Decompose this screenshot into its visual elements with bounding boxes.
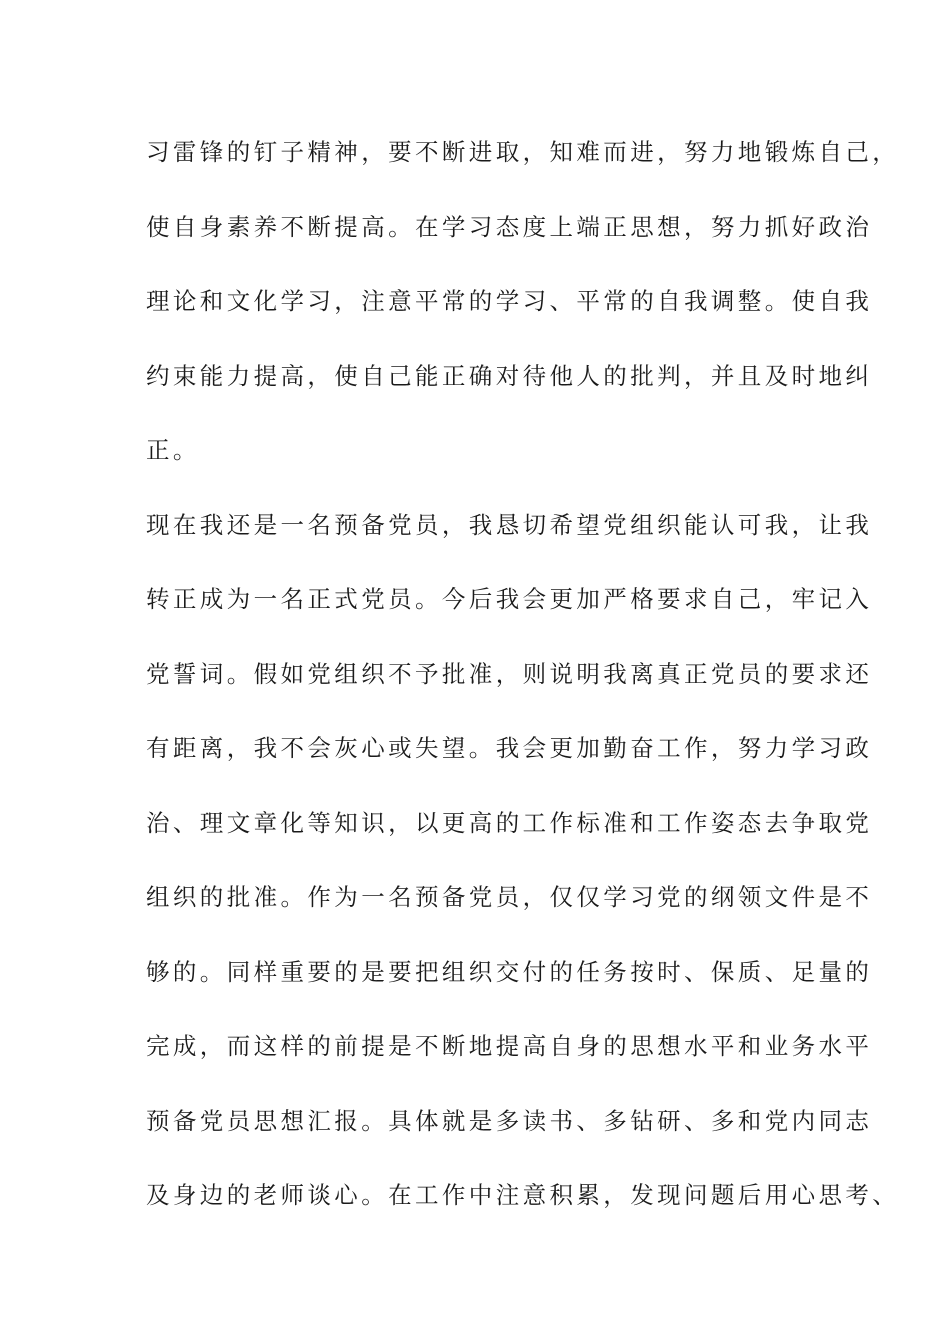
text-line: 现在我还是一名预备党员，我恳切希望党组织能认可我，让我: [146, 510, 873, 539]
text-line: 党誓词。假如党组织不予批准，则说明我离真正党员的要求还: [146, 659, 873, 688]
text-line: 够的。同样重要的是要把组织交付的任务按时、保质、足量的: [146, 957, 873, 986]
text-line: 预备党员思想汇报。具体就是多读书、多钻研、多和党内同志: [146, 1106, 873, 1135]
text-line: 约束能力提高，使自己能正确对待他人的批判，并且及时地纠: [146, 361, 873, 390]
text-line: 使自身素养不断提高。在学习态度上端正思想，努力抓好政治: [146, 212, 873, 241]
text-line: 正。: [146, 436, 200, 464]
text-line: 理论和文化学习，注意平常的学习、平常的自我调整。使自我: [146, 287, 873, 315]
text-line: 习雷锋的钉子精神，要不断进取，知难而进，努力地锻炼自己，: [146, 138, 900, 166]
text-line: 有距离，我不会灰心或失望。我会更加勤奋工作，努力学习政: [146, 734, 873, 762]
text-line: 治、理文章化等知识，以更高的工作标准和工作姿态去争取党: [146, 808, 873, 837]
body-text: [146, 115, 900, 1233]
text-line: 组织的批准。作为一名预备党员，仅仅学习党的纲领文件是不: [146, 883, 873, 911]
text-line: 转正成为一名正式党员。今后我会更加严格要求自己，牢记入: [146, 585, 873, 613]
text-line: 完成，而这样的前提是不断地提高自身的思想水平和业务水平: [146, 1032, 873, 1060]
text-line: 及身边的老师谈心。在工作中注意积累，发现问题后用心思考、: [146, 1181, 900, 1209]
